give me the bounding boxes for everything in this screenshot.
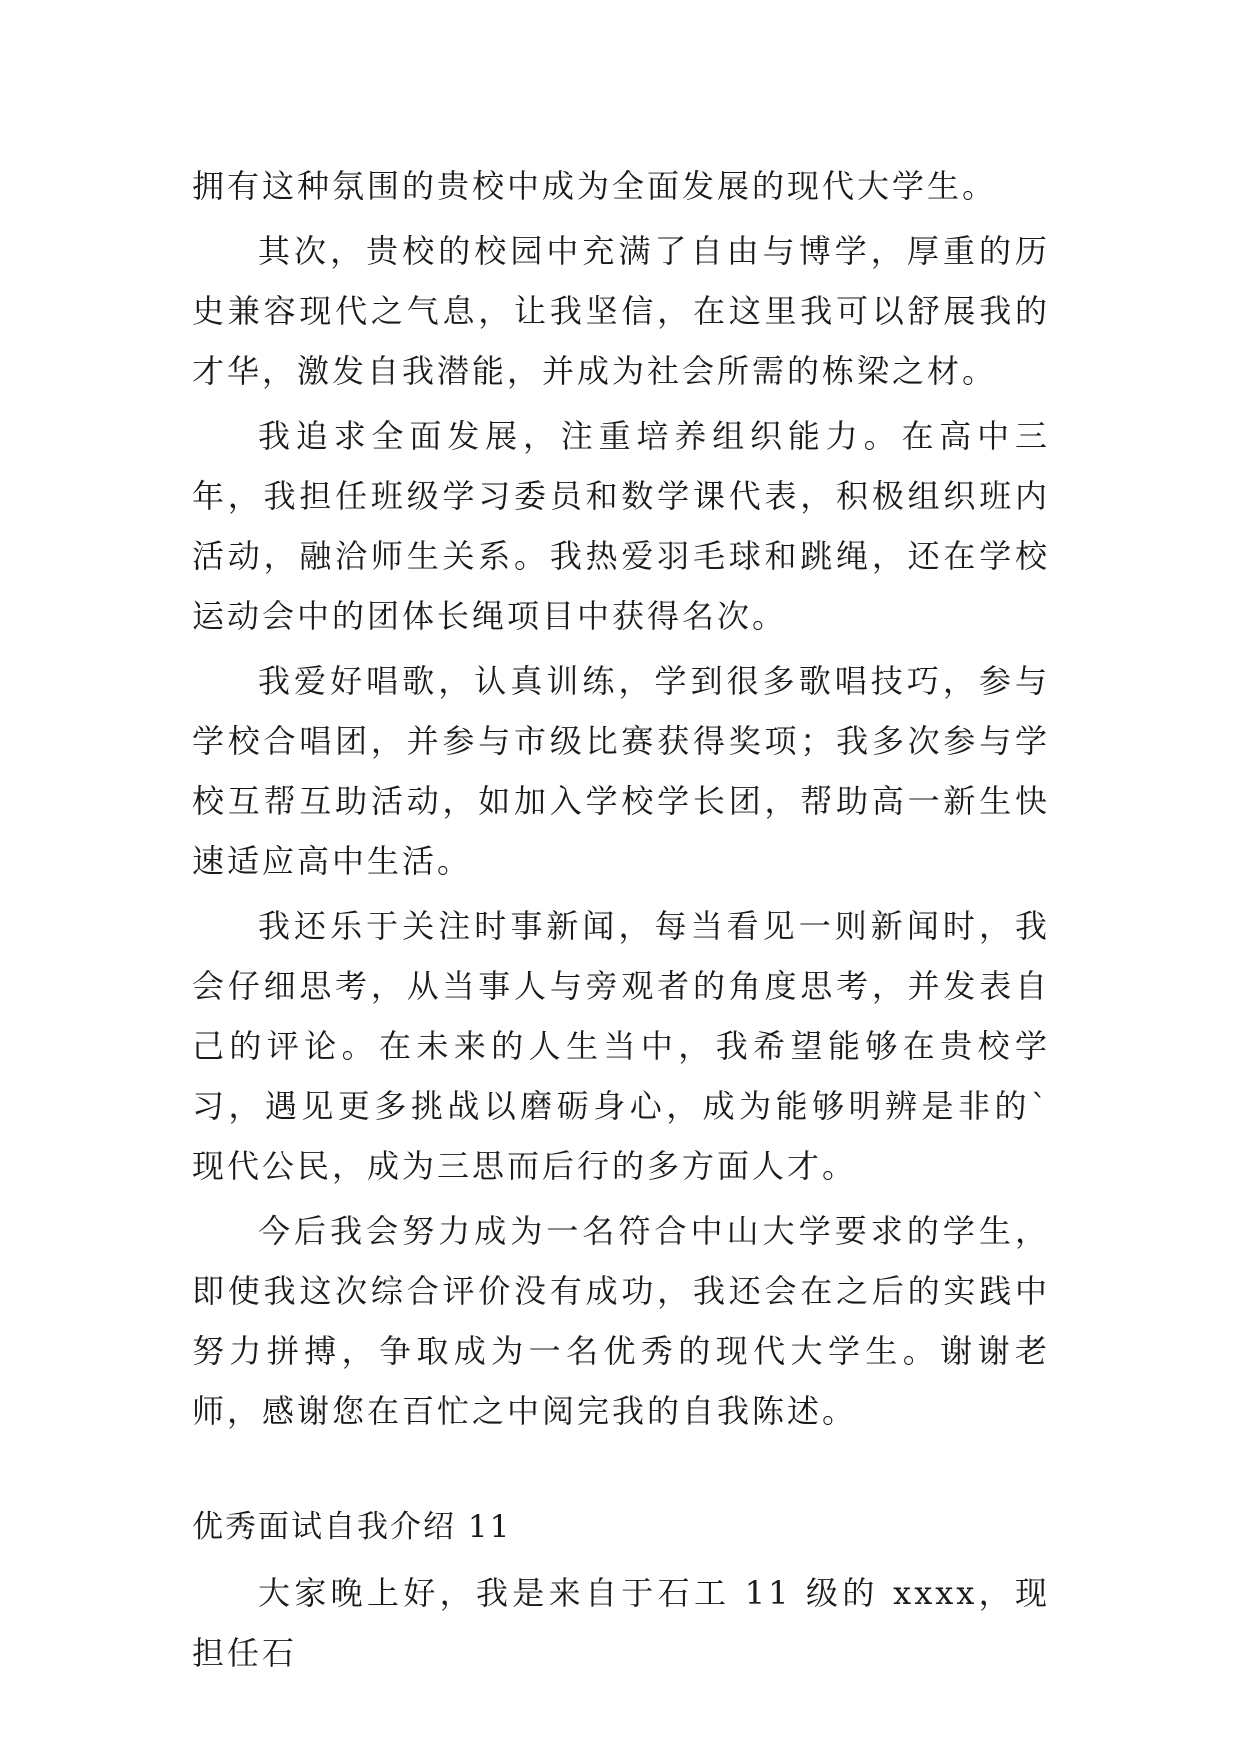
paragraph-news: 我还乐于关注时事新闻，每当看见一则新闻时，我会仔细思考，从当事人与旁观者的角度思考，并发表自己的评论。在未来的人生当中，我希望能够在贵校学习，遇见更多挑战以磨砺身心，成为能够明辨是非的`现代公民，成为三思而后行的多方面人才。	[192, 907, 1050, 1185]
paragraph-closing: 今后我会努力成为一名符合中山大学要求的学生，即使我这次综合评价没有成功，我还会在之后的实践中努力拼搏，争取成为一名优秀的现代大学生。谢谢老师，感谢您在百忙之中阅完我的自我陈述。	[192, 1212, 1050, 1430]
paragraph-intro: 大家晚上好，我是来自于石工 11 级的 xxxx，现担任石	[192, 1574, 1050, 1672]
paragraph-singing: 我爱好唱歌，认真训练，学到很多歌唱技巧，参与学校合唱团，并参与市级比赛获得奖项；我多次参与学校互帮互助活动，如加入学校学长团，帮助高一新生快速适应高中生活。	[192, 662, 1050, 880]
paragraph-campus: 其次，贵校的校园中充满了自由与博学，厚重的历史兼容现代之气息，让我坚信，在这里我可以舒展我的才华，激发自我潜能，并成为社会所需的栋梁之材。	[192, 232, 1050, 390]
document-body	[192, 156, 1050, 1688]
paragraph-continuation: 拥有这种氛围的贵校中成为全面发展的现代大学生。	[192, 167, 998, 205]
paragraph-development: 我追求全面发展，注重培养组织能力。在高中三年，我担任班级学习委员和数学课代表，积极组织班内活动，融洽师生关系。我热爱羽毛球和跳绳，还在学校运动会中的团体长绳项目中获得名次。	[192, 417, 1050, 635]
section-heading: 优秀面试自我介绍 11	[192, 1509, 512, 1545]
